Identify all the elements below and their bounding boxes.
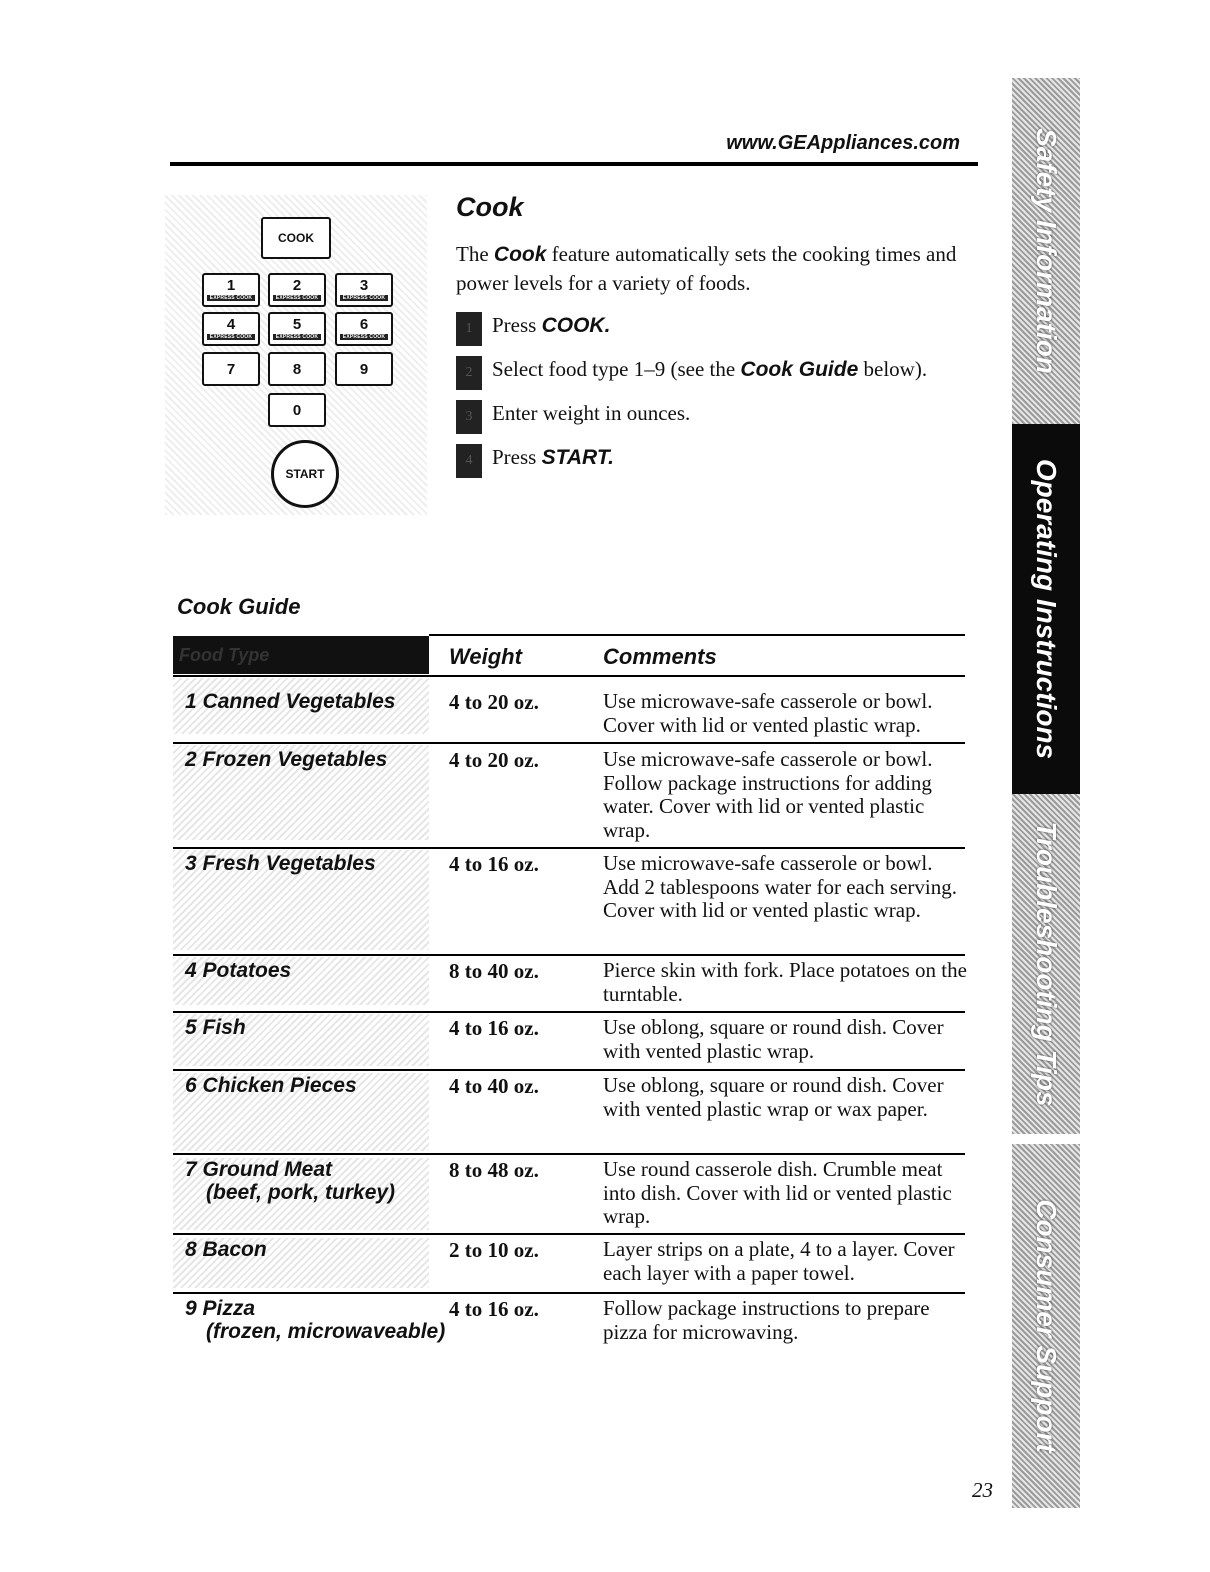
tab-consumer-support: Consumer Support <box>1012 1144 1080 1508</box>
section-intro: The Cook feature automatically sets the cooking times and power levels for a variety of foods. <box>456 242 957 295</box>
side-tabs <box>1012 78 1080 1508</box>
key-1: 1 EXPRESS COOK <box>202 273 260 307</box>
step-4: 4 Press START. <box>456 444 614 478</box>
tab-safety-information: Safety Information <box>1012 78 1080 424</box>
tab-troubleshooting-tips: Troubleshooting Tips <box>1012 794 1080 1134</box>
header-rule <box>173 675 965 677</box>
row-rule <box>173 1011 965 1013</box>
step-number-icon: 4 <box>456 444 482 478</box>
row-rule <box>173 742 965 744</box>
step-2: 2 Select food type 1–9 (see the Cook Guide below). <box>456 356 927 390</box>
row-rule <box>173 847 965 849</box>
key-8: 8 <box>268 352 326 386</box>
key-0: 0 <box>268 393 326 427</box>
key-3: 3 EXPRESS COOK <box>335 273 393 307</box>
table-top-rule <box>429 634 965 636</box>
start-key: START <box>271 440 339 508</box>
website-url: www.GEAppliances.com <box>726 132 960 154</box>
key-2: 2 EXPRESS COOK <box>268 273 326 307</box>
row-rule <box>173 1153 965 1155</box>
key-7: 7 <box>202 352 260 386</box>
step-number-icon: 2 <box>456 356 482 390</box>
row-rule <box>173 1069 965 1071</box>
page-number: 23 <box>972 1478 993 1502</box>
key-6: 6 EXPRESS COOK <box>335 312 393 346</box>
key-4: 4 EXPRESS COOK <box>202 312 260 346</box>
header-food-type: Food Type <box>173 636 429 674</box>
row-rule <box>173 1233 965 1235</box>
header-weight: Weight <box>449 644 522 669</box>
key-5: 5 EXPRESS COOK <box>268 312 326 346</box>
tab-operating-instructions: Operating Instructions <box>1012 424 1080 794</box>
keypad-illustration <box>165 195 427 515</box>
step-1: 1 Press COOK. <box>456 312 610 346</box>
row-rule <box>173 954 965 956</box>
section-title: Cook <box>456 192 524 222</box>
step-number-icon: 3 <box>456 400 482 434</box>
row-rule <box>173 1292 965 1294</box>
header-rule <box>170 162 978 166</box>
cook-key: COOK <box>261 217 331 259</box>
guide-title: Cook Guide <box>177 594 301 619</box>
step-number-icon: 1 <box>456 312 482 346</box>
key-9: 9 <box>335 352 393 386</box>
step-3: 3 Enter weight in ounces. <box>456 400 690 434</box>
header-comments: Comments <box>603 644 717 669</box>
